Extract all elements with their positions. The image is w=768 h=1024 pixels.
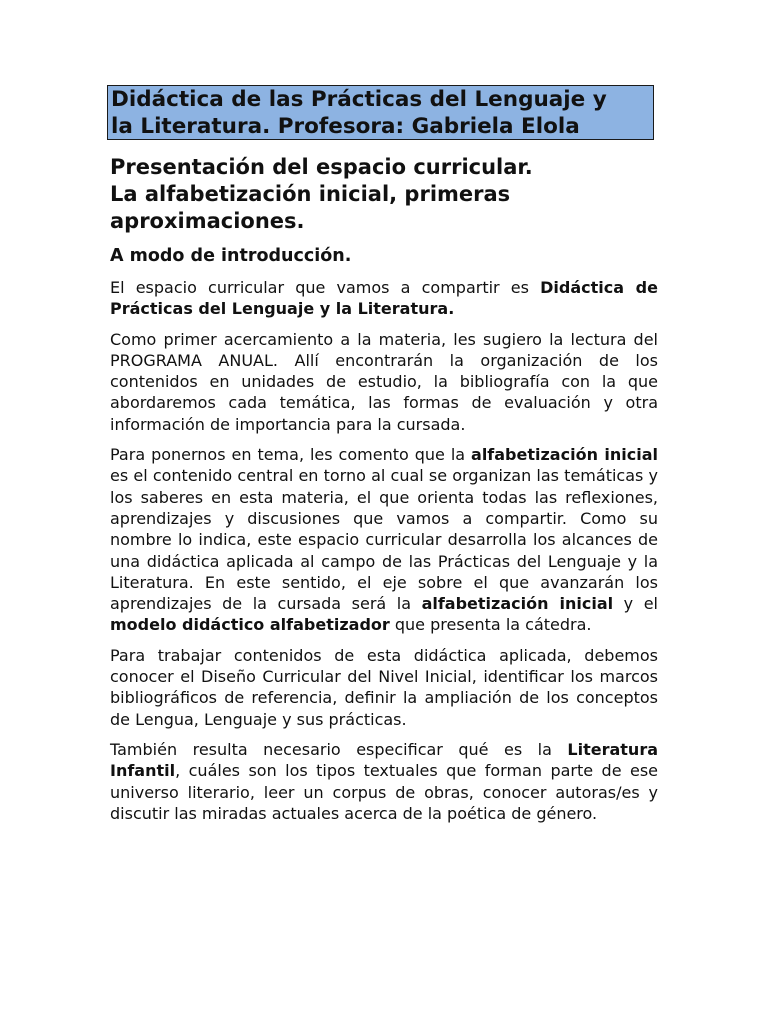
paragraph-1-text: El espacio curricular que vamos a compartir es (110, 278, 541, 297)
paragraph-1 (110, 277, 658, 320)
section-title-line-2: La alfabetización inicial, primeras (110, 182, 511, 206)
paragraph-3-bold-b: alfabetización inicial (421, 594, 614, 614)
paragraph-3-bold-a: alfabetización inicial (471, 445, 658, 465)
paragraph-3-text-b: es el contenido central en torno al cual se organizan las temáticas y los saberes en esta materia, el que orienta todas las reflexiones, aprendizajes y discusiones que vamos a compartir. Como su nombre lo indica, este espacio curricular desarrolla los alcances de una didáctica aplicada al campo de las Prácticas del Lenguaje y la Literatura. En este sentido, el eje sobre el que avanzarán los aprendizajes de la cursada será la (110, 466, 658, 614)
section-subtitle: A modo de introducción. (110, 246, 352, 266)
paragraph-3-bold-c: modelo didáctico alfabetizador (110, 615, 390, 635)
paragraph-5-text-b: , cuáles son los tipos textuales que forman parte de ese universo literario, leer un corpus de obras, conocer autoras/es y discutir las miradas actuales acerca de la poética de género. (110, 761, 658, 823)
course-header-box (107, 85, 654, 140)
paragraph-2-text: Como primer acercamiento a la materia, les sugiero la lectura del PROGRAMA ANUAL. Allí encontrarán la organización de los contenidos en unidades de estudio, la bibliografía con la que abordaremos cada temática, las formas de evaluación y otra información de importancia para la cursada. (110, 329, 658, 434)
paragraph-4 (110, 645, 658, 730)
paragraph-5-text-a: También resulta necesario especificar qué es la (110, 739, 568, 759)
paragraph-5-bold: Literatura Infantil (110, 739, 658, 781)
course-header-line-1: Didáctica de las Prácticas del Lenguaje y (111, 87, 607, 112)
document-content (110, 154, 658, 824)
paragraph-2 (110, 329, 658, 435)
section-title (110, 154, 658, 235)
paragraph-3 (110, 444, 658, 636)
paragraph-3-text-d: que presenta la cátedra. (389, 615, 592, 635)
section-title-line-1: Presentación del espacio curricular. (110, 155, 533, 179)
course-header-line-2: la Literatura. Profesora: Gabriela Elola (111, 113, 580, 139)
paragraph-3-text-a: Para ponernos en tema, les comento que la (110, 445, 472, 465)
paragraph-4-text: Para trabajar contenidos de esta didáctica aplicada, debemos conocer el Diseño Curricular del Nivel Inicial, identificar los marcos bibliográficos de referencia, definir la ampliación de los conceptos de Lengua, Lenguaje y sus prácticas. (110, 645, 658, 729)
paragraph-3-text-c: y el (613, 594, 658, 614)
paragraph-1-bold: Didáctica de Prácticas del Lenguaje y la Literatura. (110, 278, 658, 319)
section-title-line-3: aproximaciones. (110, 209, 305, 233)
paragraph-5 (110, 739, 658, 824)
